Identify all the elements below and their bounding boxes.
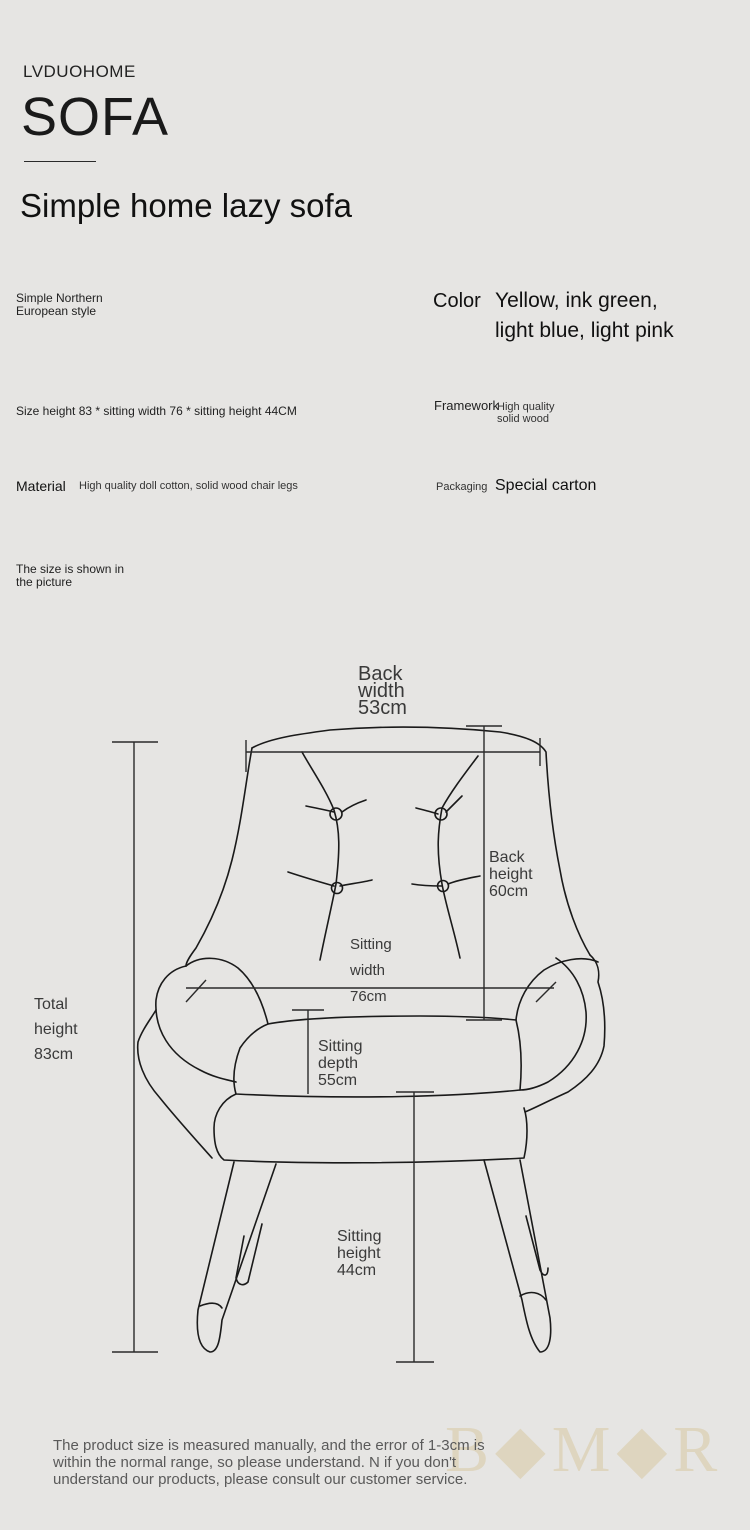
spec-framework-label: Framework [434, 398, 500, 413]
spec-size: Size height 83 * sitting width 76 * sitting height 44CM [16, 404, 297, 418]
left-front-leg [197, 1162, 276, 1352]
spec-framework-value: High quality solid wood [497, 401, 555, 425]
spec-packaging-value: Special carton [495, 477, 597, 494]
label-back-height: Back height 60cm [489, 849, 533, 900]
label-total-height: Total height 83cm [34, 996, 78, 1063]
spec-size-note: The size is shown in the picture [16, 562, 125, 589]
spec-packaging-label: Packaging [436, 481, 488, 493]
label-sitting-height: Sitting height 44cm [337, 1228, 382, 1279]
right-arm [525, 955, 605, 1112]
product-subtitle: Simple home lazy sofa [20, 187, 352, 224]
spec-material-label: Material [16, 478, 66, 494]
left-arm [156, 966, 236, 1082]
spec-color-value: Yellow, ink green, light blue, light pink [495, 289, 674, 342]
seat-cushion [234, 1016, 521, 1097]
brand-name: LVDUOHOME [23, 62, 136, 81]
watermark-logo: B◆M◆R [445, 1413, 724, 1486]
right-front-leg [484, 1160, 551, 1352]
label-sitting-width: Sitting width 76cm [350, 936, 392, 1005]
disclaimer-note: The product size is measured manually, and the error of 1-3cm is within the normal range, so please understand. N if you don't understand our products, please consult our customer service. [53, 1437, 485, 1488]
label-sitting-depth: Sitting depth 55cm [318, 1038, 363, 1089]
spec-color-label: Color [433, 290, 481, 312]
seat-base [214, 1094, 527, 1163]
spec-material-value: High quality doll cotton, solid wood chair legs [79, 480, 298, 492]
label-back-width: Back width 53cm [358, 663, 407, 719]
page-title: SOFA [21, 87, 170, 147]
spec-style: Simple Northern European style [16, 291, 103, 318]
